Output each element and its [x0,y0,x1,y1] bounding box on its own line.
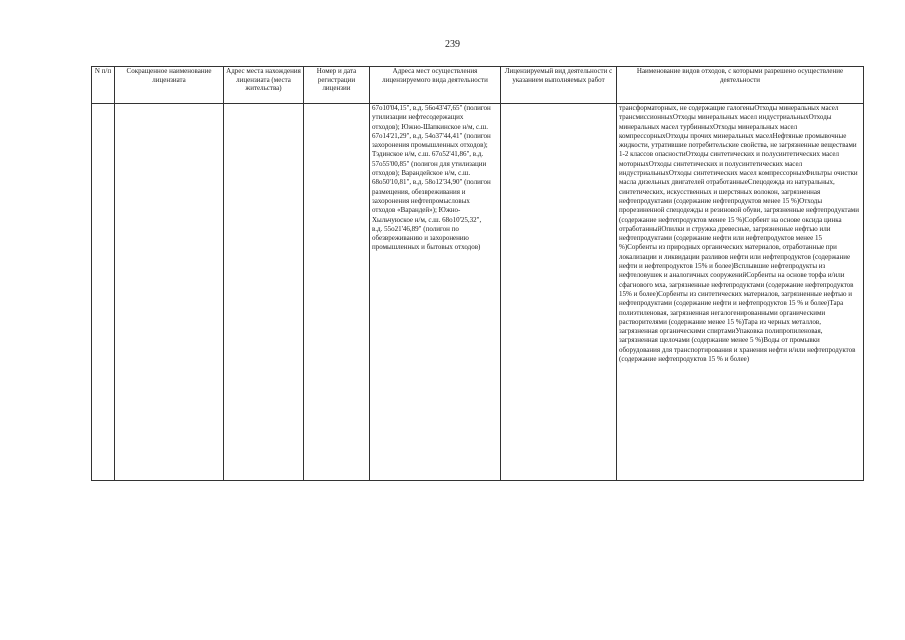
cell-addresses: 67о10'04,15", в.д. 56о43'47,65" (полигон утилизации нефтесодержащих отходов); Южно-Шапкинское н/м, с.ш. 67о14'21,29", в.д. 54о37'44,41" (полигон захоронения промышленных отходов); Тэдинское н/м, с.ш. 67о52'41,86", в.д. 57о55'00,85" (полигон для утилизации отходов); Варандейское н/м, с.ш. 68о50'10,81", в.д. 58о12'34,90" (полигон размещения, обезвреживания и захоронения нефтепромысловых отходов «Варандей»); Южно-Хыльчуюское н/м, с.ш. 68о10'25,32", в.д. 55о21'46,89" (полигон по обезвреживанию и захоронению промышленных и бытовых отходов) [370,104,501,481]
col-header-waste-types: Наименование видов отходов, с которыми разрешено осуществление деятельности [617,67,864,104]
cell-licensee-address [224,104,304,481]
col-header-activity: Лицензируемый вид деятельности с указанием выполняемых работ [501,67,617,104]
col-header-registration: Номер и дата регистрации лицензии [304,67,370,104]
page-number: 239 [445,39,460,50]
col-header-addresses: Адреса мест осуществления лицензируемого вида деятельности [370,67,501,104]
cell-number [92,104,115,481]
col-header-licensee-address: Адрес места нахождения лицензиата (места жительства) [224,67,304,104]
table-row [92,104,864,481]
col-header-number: N п/п [92,67,115,104]
col-header-licensee: Сокращенное наименование лицензиата [115,67,224,104]
cell-waste-types: трансформаторных, не содержащие галогеныОтходы минеральных масел трансмиссионныхОтходы минеральных масел индустриальныхОтходы минеральных масел турбинныхОтходы минеральных масел компрессорныхОтходы прочих минеральных маселНефтяные промывочные жидкости, утратившие потребительские свойства, не загрязненные веществами 1-2 классов опасностиОтходы синтетических и полусинтетических масел моторныхОтходы синтетических и полусинтетических масел индустриальныхОтходы синтетических масел компрессорныхФильтры очистки масла дизельных двигателей отработанныеСпецодежда из натуральных, синтетических, искусственных и шерстяных волокон, загрязненная нефтепродуктами (содержание нефтепродуктов менее 15 %)Отходы прорезиненной спецодежды и резиновой обуви, загрязненные нефтепродуктами (содержание нефтепродуктов менее 15 %)Сорбент на основе оксида цинка отработанныйОпилки и стружка древесные, загрязненные нефтью или нефтепродуктами (содержание нефти или нефтепродуктов менее 15 %)Сорбенты из природных органических материалов, отработанные при локализации и ликвидации разливов нефти или нефтепродуктов (содержание нефти и нефтепродуктов 15% и более)Всплывшие нефтепродукты из нефтеловушек и аналогичных сооруженийСорбенты на основе торфа и/или сфагнового мха, загрязненные нефтепродуктами (содержание нефтепродуктов 15% и более)Сорбенты из синтетических материалов, загрязненные нефтью и нефтепродуктами (содержание нефти и нефтепродуктов 15 % и более)Тара полиэтиленовая, загрязненная негалогенированными органическими растворителями (содержание менее 15 %)Тара из черных металлов, загрязненная органическими спиртамиУпаковка полипропиленовая, загрязненная щелочами (содержание менее 5 %)Воды от промывки оборудования для транспортирования и хранения нефти и/или нефтепродуктов (содержание нефтепродуктов 15 % и более) [617,104,864,481]
cell-activity [501,104,617,481]
cell-registration [304,104,370,481]
header-row [92,67,864,104]
cell-licensee [115,104,224,481]
license-table [91,66,864,481]
